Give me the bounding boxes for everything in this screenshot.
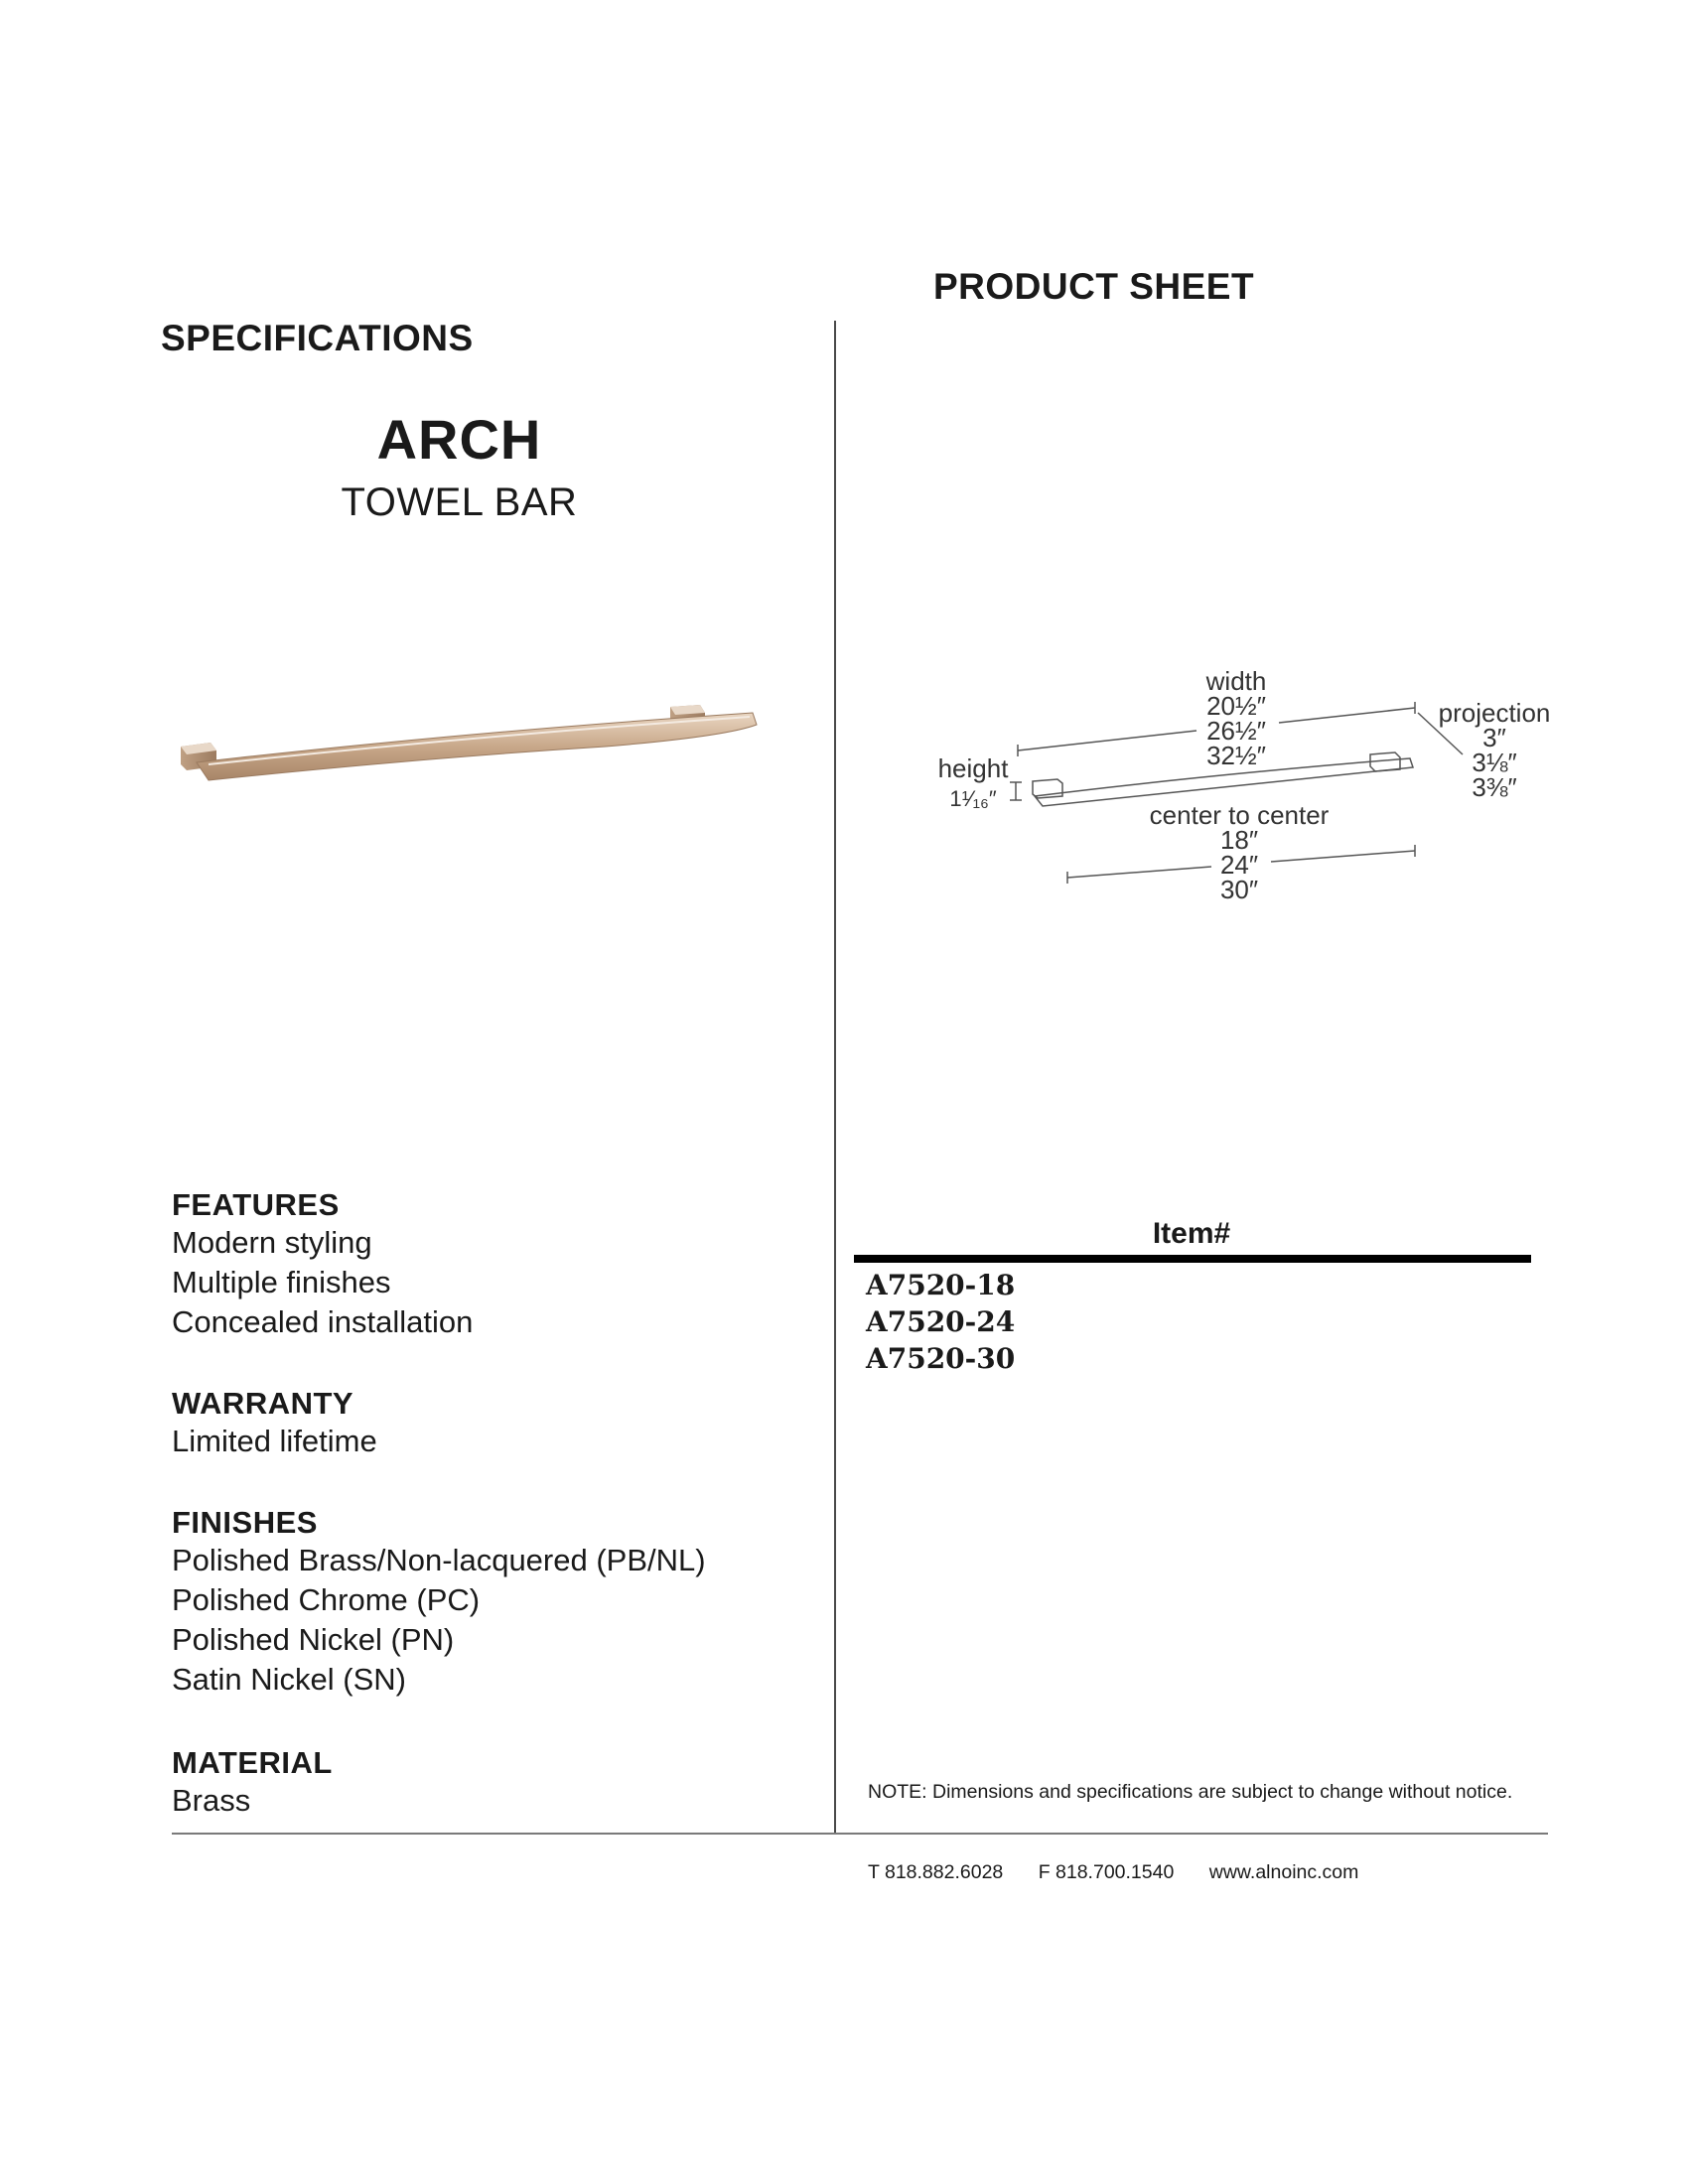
width-value: 26½″ bbox=[1206, 716, 1266, 746]
finishes-heading: FINISHES bbox=[172, 1505, 318, 1540]
material-item: Brass bbox=[172, 1783, 251, 1818]
material-section bbox=[172, 1745, 333, 1821]
feature-item: Concealed installation bbox=[172, 1304, 474, 1339]
product-type: TOWEL BAR bbox=[341, 480, 578, 524]
feature-item: Modern styling bbox=[172, 1225, 372, 1260]
projection-value: 3″ bbox=[1482, 723, 1506, 752]
fax-number: F 818.700.1540 bbox=[1038, 1861, 1175, 1883]
item-table-rule bbox=[854, 1255, 1531, 1263]
item-number: A7520-30 bbox=[866, 1342, 1016, 1375]
projection-value: 3⅜″ bbox=[1472, 772, 1517, 802]
product-name: ARCH bbox=[376, 408, 542, 471]
item-list bbox=[866, 1267, 1015, 1377]
width-value: 20½″ bbox=[1206, 691, 1266, 721]
feature-item: Multiple finishes bbox=[172, 1265, 391, 1299]
specifications-heading: SPECIFICATIONS bbox=[161, 318, 474, 358]
disclaimer-note: NOTE: Dimensions and specifications are subject to change without notice. bbox=[868, 1781, 1513, 1803]
warranty-heading: WARRANTY bbox=[172, 1386, 354, 1421]
c2c-value: 30″ bbox=[1219, 875, 1259, 904]
finish-item: Satin Nickel (SN) bbox=[172, 1662, 406, 1697]
height-label: height bbox=[937, 753, 1009, 783]
finishes-section bbox=[172, 1505, 706, 1700]
contact-footer bbox=[868, 1861, 1388, 1884]
warranty-section bbox=[172, 1386, 377, 1461]
vertical-divider bbox=[834, 321, 836, 1834]
c2c-label: center to center bbox=[1149, 800, 1330, 830]
features-section bbox=[172, 1187, 473, 1342]
c2c-value: 24″ bbox=[1219, 850, 1259, 880]
material-heading: MATERIAL bbox=[172, 1745, 333, 1780]
finish-item: Polished Brass/Non-lacquered (PB/NL) bbox=[172, 1543, 706, 1577]
item-number: A7520-24 bbox=[866, 1305, 1016, 1338]
height-value: 1¹⁄₁₆″ bbox=[949, 786, 997, 811]
footer-divider bbox=[172, 1833, 1548, 1835]
projection-value: 3⅛″ bbox=[1472, 748, 1517, 777]
width-value: 32½″ bbox=[1206, 741, 1266, 770]
towel-bar-photo bbox=[169, 685, 765, 804]
finish-item: Polished Chrome (PC) bbox=[172, 1582, 481, 1617]
projection-label: projection bbox=[1438, 698, 1551, 728]
features-heading: FEATURES bbox=[172, 1187, 340, 1222]
width-label: width bbox=[1205, 666, 1267, 696]
item-number: A7520-18 bbox=[866, 1269, 1016, 1301]
phone-number: T 818.882.6028 bbox=[868, 1861, 1004, 1883]
finish-item: Polished Nickel (PN) bbox=[172, 1622, 455, 1657]
c2c-value: 18″ bbox=[1219, 825, 1259, 855]
dimension-diagram bbox=[923, 655, 1559, 923]
item-number-heading: Item# bbox=[1152, 1217, 1231, 1250]
website-link[interactable]: www.alnoinc.com bbox=[1208, 1861, 1359, 1883]
warranty-item: Limited lifetime bbox=[172, 1424, 377, 1458]
product-sheet-heading: PRODUCT SHEET bbox=[933, 266, 1255, 307]
